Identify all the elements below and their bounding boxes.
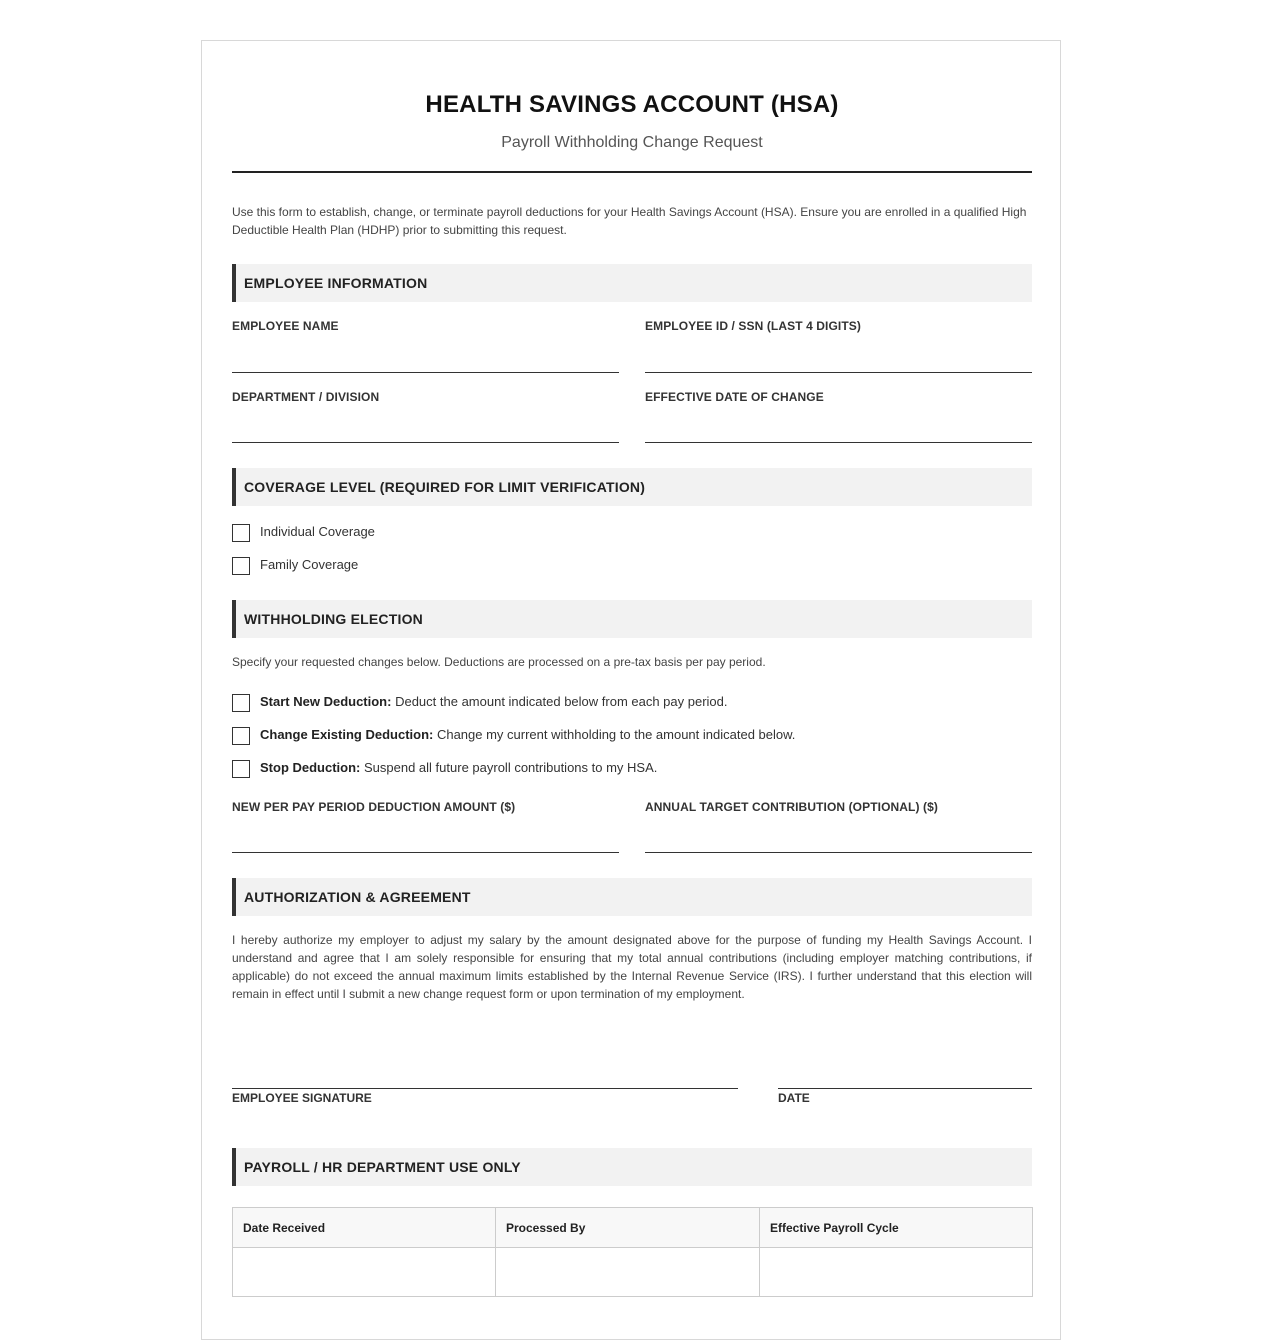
section-coverage-level: COVERAGE LEVEL (REQUIRED FOR LIMIT VERIFICATION) xyxy=(232,468,1032,506)
withholding-note: Specify your requested changes below. Deductions are processed on a pre-tax basis per pay period. xyxy=(232,655,766,669)
section-authorization: AUTHORIZATION & AGREEMENT xyxy=(232,878,1032,916)
effective-payroll-cycle-cell[interactable] xyxy=(760,1248,1033,1297)
hr-table-row xyxy=(233,1248,1033,1297)
annual-target-label: ANNUAL TARGET CONTRIBUTION (OPTIONAL) ($) xyxy=(645,800,938,814)
employee-name-field[interactable] xyxy=(232,372,619,373)
title-divider xyxy=(232,171,1032,173)
individual-coverage-checkbox[interactable] xyxy=(232,524,250,542)
employee-signature-field[interactable] xyxy=(232,1088,738,1089)
processed-by-cell[interactable] xyxy=(496,1248,760,1297)
start-deduction-label xyxy=(260,693,728,711)
effective-date-label: EFFECTIVE DATE OF CHANGE xyxy=(645,390,824,404)
form-page xyxy=(201,40,1061,1340)
signature-date-label: DATE xyxy=(778,1091,810,1105)
form-title: HEALTH SAVINGS ACCOUNT (HSA) xyxy=(425,91,839,118)
signature-date-field[interactable] xyxy=(778,1088,1032,1089)
section-employee-information: EMPLOYEE INFORMATION xyxy=(232,264,1032,302)
stop-deduction-label xyxy=(260,759,657,777)
department-field[interactable] xyxy=(232,442,619,443)
family-coverage-label: Family Coverage xyxy=(260,557,359,572)
processed-by-header: Processed By xyxy=(496,1208,760,1248)
employee-id-field[interactable] xyxy=(645,372,1032,373)
stop-deduction-description: Suspend all future payroll contributions to my HSA. xyxy=(360,760,658,775)
authorization-text: I hereby authorize my employer to adjust my salary by the amount designated above for the purpose of funding my Health Savings Account. I understand and agree that I am solely responsible for ensuring that my total annual contributions (including employer matching contributions, if applicable) do not exceed the annual maximum limits established by the Internal Revenue Service (IRS). I further understand that this election will remain in effect until I submit a new change request form or upon termination of my employment. xyxy=(232,933,1032,1001)
employee-id-label: EMPLOYEE ID / SSN (LAST 4 DIGITS) xyxy=(645,319,861,333)
section-hr-use-only: PAYROLL / HR DEPARTMENT USE ONLY xyxy=(232,1148,1032,1186)
annual-target-field[interactable] xyxy=(645,852,1032,853)
stop-deduction-checkbox[interactable] xyxy=(232,760,250,778)
change-deduction-title: Change Existing Deduction: xyxy=(260,727,434,742)
employee-signature-label: EMPLOYEE SIGNATURE xyxy=(232,1091,372,1105)
family-coverage-checkbox[interactable] xyxy=(232,557,250,575)
start-deduction-checkbox[interactable] xyxy=(232,694,250,712)
intro-text: Use this form to establish, change, or terminate payroll deductions for your Health Savings Account (HSA). Ensure you are enrolled in a qualified High Deductible Health Plan (HDHP) prior to submitting this request. xyxy=(232,205,1027,237)
effective-date-field[interactable] xyxy=(645,442,1032,443)
deduction-amount-label: NEW PER PAY PERIOD DEDUCTION AMOUNT ($) xyxy=(232,800,516,814)
hr-use-table xyxy=(232,1207,1033,1297)
form-subtitle: Payroll Withholding Change Request xyxy=(501,134,763,151)
start-deduction-description: Deduct the amount indicated below from each pay period. xyxy=(391,694,728,709)
change-deduction-description: Change my current withholding to the amount indicated below. xyxy=(433,727,796,742)
deduction-amount-field[interactable] xyxy=(232,852,619,853)
start-deduction-title: Start New Deduction: xyxy=(260,694,392,709)
employee-name-label: EMPLOYEE NAME xyxy=(232,319,339,333)
date-received-header: Date Received xyxy=(233,1208,496,1248)
hr-table-header-row xyxy=(233,1208,1033,1248)
effective-payroll-cycle-header: Effective Payroll Cycle xyxy=(760,1208,1033,1248)
department-label: DEPARTMENT / DIVISION xyxy=(232,390,380,404)
section-withholding-election: WITHHOLDING ELECTION xyxy=(232,600,1032,638)
change-deduction-checkbox[interactable] xyxy=(232,727,250,745)
individual-coverage-label: Individual Coverage xyxy=(260,524,375,539)
change-deduction-label xyxy=(260,726,795,744)
stop-deduction-title: Stop Deduction: xyxy=(260,760,361,775)
date-received-cell[interactable] xyxy=(233,1248,496,1297)
